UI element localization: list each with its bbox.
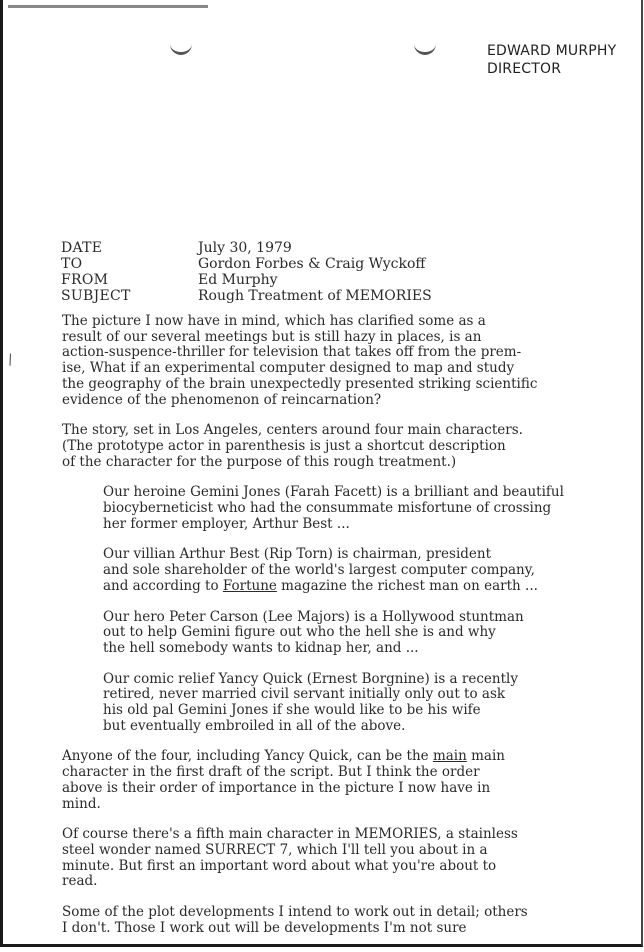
- to-value: Gordon Forbes & Craig Wyckoff: [198, 256, 426, 272]
- date-row: [61, 240, 432, 256]
- text-line: (The prototype actor in parenthesis is just a shortcut description: [62, 437, 506, 454]
- text-line: Our heroine Gemini Jones (Farah Facett) is a brilliant and beautiful: [103, 484, 564, 501]
- text-line: retired, never married civil servant initially only out to ask: [103, 686, 506, 703]
- top-edge-rule: [8, 5, 208, 8]
- text-line: Our hero Peter Carson (Lee Majors) is a Hollywood stuntman: [103, 608, 524, 625]
- from-label: FROM: [61, 272, 109, 288]
- paragraph-plot-developments: [62, 905, 632, 936]
- main-underlined: main: [432, 748, 467, 765]
- main-line-1-pre: Anyone of the four, including Yancy Quick, can be the: [62, 748, 433, 765]
- text-line: The picture I now have in mind, which has clarified some as a: [62, 313, 486, 329]
- main-line-1-post: main: [466, 748, 505, 765]
- paragraph-main-character: [62, 749, 632, 812]
- text-line: The story, set in Los Angeles, centers around four main characters.: [62, 422, 523, 439]
- text-line: evidence of the phenomenon of reincarnation?: [62, 391, 382, 408]
- text-line: above is their order of importance in the picture I now have in: [62, 779, 491, 796]
- villain-line-2: and sole shareholder of the world's largest computer company,: [103, 562, 535, 579]
- memo-body: [62, 314, 632, 952]
- subject-row: [61, 288, 432, 304]
- to-row: [61, 256, 432, 272]
- text-line: but eventually embroiled in all of the above.: [103, 717, 406, 734]
- text-line: result of our several meetings but is still hazy in places, is an: [62, 328, 482, 345]
- text-line: action-suspence-thriller for television that takes off from the prem-: [62, 344, 522, 361]
- text-line: ise, What if an experimental computer designed to map and study: [62, 360, 515, 377]
- villain-line-1: Our villian Arthur Best (Rip Torn) is chairman, president: [103, 546, 492, 563]
- text-line: her former employer, Arthur Best ...: [103, 515, 350, 532]
- text-line: mind.: [62, 795, 101, 812]
- date-label: DATE: [61, 240, 103, 256]
- subject-label: SUBJECT: [61, 288, 131, 304]
- text-line: biocyberneticist who had the consummate misfortune of crossing: [103, 500, 552, 517]
- text-line: of the character for the purpose of this rough treatment.): [62, 453, 457, 470]
- fortune-magazine-title: Fortune: [222, 577, 277, 594]
- margin-checkmark: ∕: [6, 351, 15, 369]
- text-line: the geography of the brain unexpectedly presented striking scientific: [62, 375, 538, 392]
- text-line: read.: [62, 873, 98, 890]
- text-line: out to help Gemini figure out who the hell she is and why: [103, 624, 496, 641]
- paragraph-premise: [62, 314, 632, 408]
- letterhead-name: EDWARD MURPHY: [487, 43, 617, 59]
- text-line: minute. But first an important word about what you're about to: [62, 857, 497, 874]
- paragraph-heroine: [103, 485, 632, 532]
- villain-line-3-post: magazine the richest man on earth ...: [276, 577, 538, 594]
- text-line: I don't. Those I work out will be developments I'm not sure: [62, 919, 467, 936]
- text-line: his old pal Gemini Jones if she would like to be his wife: [103, 702, 481, 719]
- paragraph-hero: [103, 610, 632, 657]
- from-value: Ed Murphy: [198, 272, 278, 288]
- text-line: character in the first draft of the script. But I think the order: [62, 764, 480, 781]
- text-line: Some of the plot developments I intend to work out in detail; others: [62, 904, 528, 921]
- villain-line-3-pre: and according to: [103, 577, 223, 594]
- date-value: July 30, 1979: [198, 240, 292, 256]
- to-label: TO: [61, 256, 83, 272]
- letterhead: [487, 42, 616, 78]
- subject-value: Rough Treatment of MEMORIES: [198, 288, 432, 304]
- text-line: steel wonder named SURRECT 7, which I'll tell you about in a: [62, 841, 488, 858]
- letterhead-title: DIRECTOR: [487, 61, 562, 77]
- from-row: [61, 272, 432, 288]
- memo-header: [61, 240, 432, 304]
- text-line: Our comic relief Yancy Quick (Ernest Borgnine) is a recently: [103, 670, 518, 687]
- paragraph-comic-relief: [103, 672, 632, 735]
- paragraph-villain: [103, 547, 632, 594]
- paragraph-story: [62, 423, 632, 470]
- main-rest: [62, 764, 490, 811]
- text-line: Of course there's a fifth main character in MEMORIES, a stainless: [62, 826, 518, 843]
- text-line: the hell somebody wants to kidnap her, and ...: [103, 639, 419, 656]
- paragraph-fifth-character: [62, 827, 632, 890]
